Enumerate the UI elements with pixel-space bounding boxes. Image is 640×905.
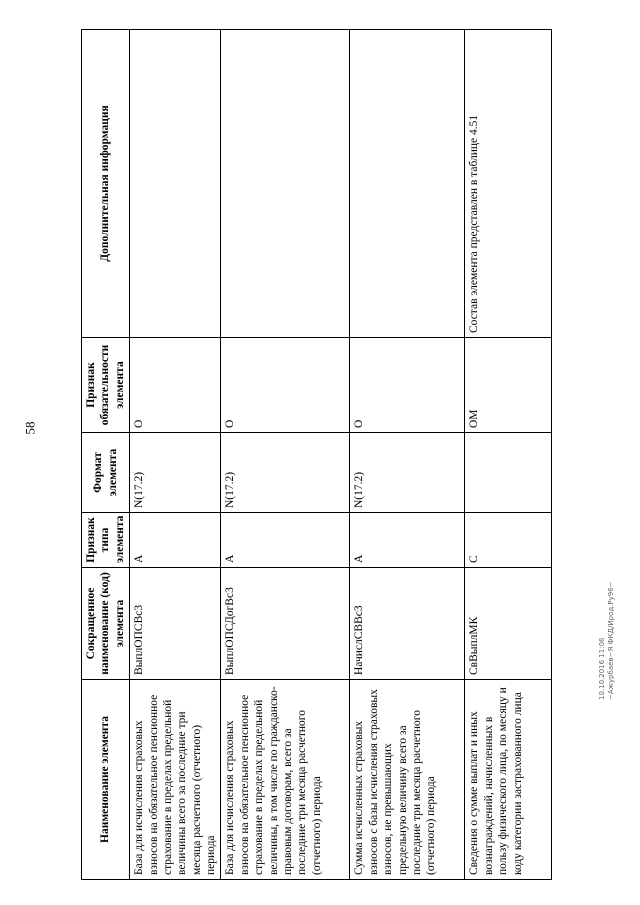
cell-code: ВыплОПСДогВс3: [221, 568, 350, 680]
cell-name: Сумма исчисленных страховых взносов с базы исчисления страховых взносов, не превышающих предельную величину всего за последние три месяца расчетного (отчетного) периода: [350, 680, 465, 880]
cell-code: ВыплОПСВс3: [130, 568, 221, 680]
cell-name: База для исчисления страховых взносов на обязательное пенсионное страхование в пределах предельной величины всего за последние три месяца расчетного (отчетного) периода: [130, 680, 221, 880]
cell-required: О: [130, 338, 221, 433]
header-name: Наименование элемента: [82, 680, 130, 880]
table-container: [81, 30, 601, 880]
header-type: Признак типа элемента: [82, 513, 130, 568]
document-stamp: [598, 581, 616, 700]
table-row: [465, 30, 552, 880]
cell-required: ОМ: [465, 338, 552, 433]
cell-type: А: [221, 513, 350, 568]
cell-format: N(17.2): [130, 433, 221, 513]
cell-format: N(17.2): [350, 433, 465, 513]
cell-info: [221, 30, 350, 338]
header-format: Формат элемента: [82, 433, 130, 513]
stamp-line-1: 10.10.2016 11:06: [598, 637, 606, 700]
cell-type: С: [465, 513, 552, 568]
header-info: Дополнительная информация: [82, 30, 130, 338]
header-required: Признак обязательности элемента: [82, 338, 130, 433]
elements-table: [81, 29, 552, 880]
cell-info: [130, 30, 221, 338]
table-row: [130, 30, 221, 880]
page-number: 58: [22, 421, 38, 435]
table-header-row: [82, 30, 130, 880]
cell-format: [465, 433, 552, 513]
cell-required: О: [350, 338, 465, 433]
cell-required: О: [221, 338, 350, 433]
cell-name: База для исчисления страховых взносов на обязательное пенсионное страхование в пределах предельной величины, в том числе по гражданско-правовым договорам, всего за последние три месяца расчетного (отчетного) периода: [221, 680, 350, 880]
cell-info: [350, 30, 465, 338]
cell-name: Сведения о сумме выплат и иных вознаграждений, начисленных в пользу физического лица, по месяцу и коду категории застрахованного лица: [465, 680, 552, 880]
cell-info: Состав элемента представлен в таблице 4.51: [465, 30, 552, 338]
cell-code: СвВыплМК: [465, 568, 552, 680]
cell-code: НачислСВВс3: [350, 568, 465, 680]
stamp-line-2: ~Ажурбаев~Я ФКД/Ирод.Ру96~: [607, 581, 616, 700]
header-code: Сокращенное наименование (код) элемента: [82, 568, 130, 680]
table-row: [350, 30, 465, 880]
cell-format: N(17.2): [221, 433, 350, 513]
cell-type: А: [130, 513, 221, 568]
table-row: [221, 30, 350, 880]
cell-type: А: [350, 513, 465, 568]
